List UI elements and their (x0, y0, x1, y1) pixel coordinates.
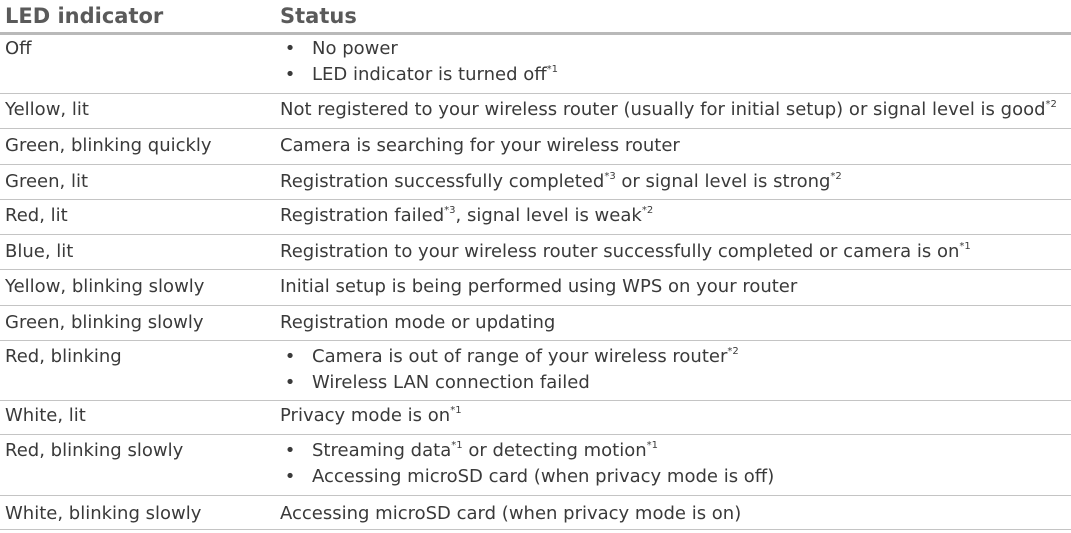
footnote-ref: *2 (1045, 99, 1057, 110)
status-cell: Registration successfully completed$^{*3}$ or signal level is strong$^{*2}$ (280, 171, 842, 192)
status-cell: Privacy mode is $on^{*1}$ (280, 405, 462, 426)
footnote-ref: *1 (450, 405, 462, 416)
footnote-ref: *1 (959, 241, 971, 252)
table-row (0, 401, 1071, 435)
footnote-ref: *1 (546, 64, 559, 75)
table-body (0, 35, 1071, 530)
table-row (0, 306, 1071, 341)
led-cell: Yellow, blinking slowly (5, 276, 205, 297)
table-row (0, 341, 1071, 401)
status-text: Wireless LAN connection failed (312, 372, 590, 393)
status-text: Camera is out of range of your wireless router (312, 346, 728, 367)
table-row (0, 129, 1071, 165)
status-text: Streaming data (312, 440, 452, 461)
table-row (0, 496, 1071, 530)
bullet: • (284, 346, 296, 367)
status-cell: Registration mode or updating (280, 312, 556, 333)
status-text: No power (312, 38, 398, 59)
led-cell: Green, blinking quickly (5, 135, 212, 156)
table-row: Red, blinking slowly • Streaming data$^{*1}$ or detecting motion$^{*1}$ • Accessing microSD card (when privacy mode is off) (0, 435, 1071, 496)
led-cell: Red, blinking (5, 346, 122, 367)
led-cell: Off (5, 38, 32, 59)
table-row (0, 200, 1071, 235)
table-row (0, 165, 1071, 200)
bullet: • (284, 440, 296, 461)
footnote-ref: *3 (444, 205, 456, 216)
table-row (0, 270, 1071, 306)
led-cell: Blue, lit (5, 241, 74, 262)
table-row (0, 35, 1071, 94)
led-cell: Red, lit (5, 205, 68, 226)
header-led-indicator: LED indicator (5, 4, 164, 28)
status-cell: Camera is searching for your wireless router (280, 135, 680, 156)
footnote-ref: *3 (604, 171, 616, 182)
led-cell: Green, lit (5, 171, 89, 192)
footnote-ref: *2 (727, 346, 739, 357)
table-header (0, 0, 1071, 32)
led-cell: Green, blinking slowly (5, 312, 204, 333)
header-status: Status (280, 4, 357, 28)
bullet: • (284, 372, 296, 393)
footnote-ref: *2 (830, 171, 842, 182)
footnote-ref: *1 (451, 440, 463, 451)
led-cell: Yellow, lit (5, 99, 89, 120)
status-cell: Initial setup is being performed using WPS on your router (280, 276, 798, 297)
status-text: LED indicator is turned off (312, 64, 547, 85)
status-cell: Accessing microSD card (when privacy mode is on) (280, 503, 742, 524)
led-cell: White, blinking slowly (5, 503, 202, 524)
status-cell: Registration failed$^{*3}$, signal level is weak$^{*2}$ (280, 205, 654, 226)
led-cell: Red, blinking slowly (5, 440, 184, 461)
footnote-ref: *2 (641, 205, 654, 216)
bullet: • (284, 38, 296, 59)
led-cell: White, lit (5, 405, 86, 426)
footnote-ref: *1 (646, 440, 659, 451)
status-cell: Not registered to your wireless router (usually for initial setup) or signal level is good$^{*2}$ (280, 99, 1057, 120)
bullet: • (284, 64, 296, 85)
table-row (0, 235, 1071, 270)
bullet: • (284, 466, 296, 487)
status-cell: Registration to your wireless router successfully completed or camera is $on^{*1}$ (280, 241, 971, 262)
status-text: Accessing microSD card (when privacy mode is off) (312, 466, 775, 487)
table-row (0, 94, 1071, 129)
